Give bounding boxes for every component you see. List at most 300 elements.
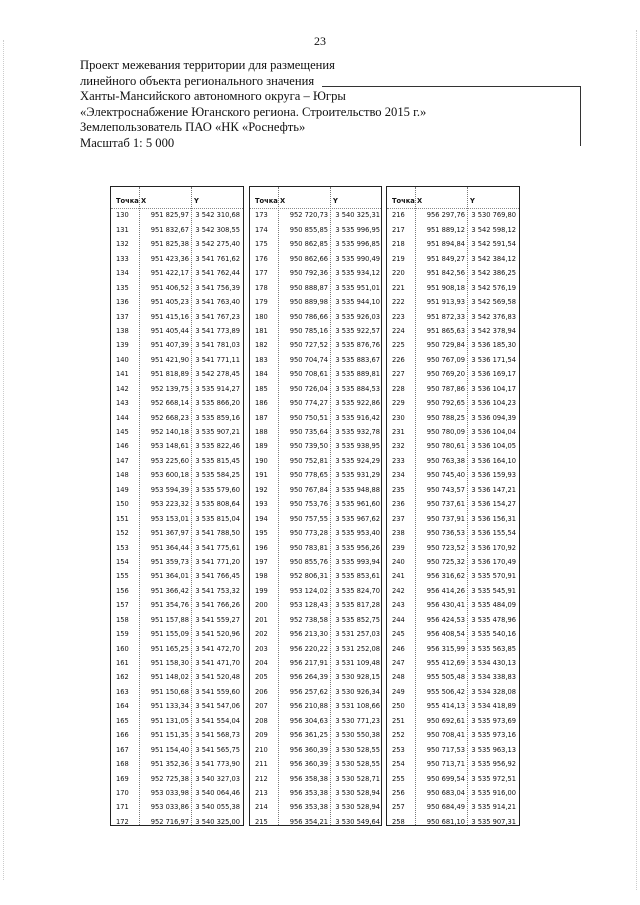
point-cell: 152 xyxy=(116,529,129,538)
y-cell: 3 535 953,40 xyxy=(335,529,380,538)
table-row xyxy=(387,266,519,280)
table-row xyxy=(111,295,243,309)
header-frame-top xyxy=(322,86,581,87)
x-cell: 950 888,87 xyxy=(289,283,328,292)
x-cell: 951 157,88 xyxy=(150,615,189,624)
y-cell: 3 542 598,12 xyxy=(471,225,516,234)
point-cell: 218 xyxy=(392,240,405,249)
point-cell: 202 xyxy=(255,630,268,639)
y-cell: 3 541 568,73 xyxy=(195,731,240,740)
point-cell: 178 xyxy=(255,283,268,292)
table-row xyxy=(111,338,243,352)
point-cell: 183 xyxy=(255,355,268,364)
point-cell: 237 xyxy=(392,514,405,523)
x-cell: 951 158,30 xyxy=(150,659,189,667)
table-row xyxy=(387,699,519,713)
x-cell: 956 408,54 xyxy=(426,630,465,639)
y-cell: 3 535 931,29 xyxy=(335,471,380,480)
x-cell: 956 210,88 xyxy=(289,702,328,711)
x-cell: 951 354,76 xyxy=(150,601,189,610)
y-cell: 3 541 766,26 xyxy=(195,601,240,610)
x-cell: 950 735,64 xyxy=(289,428,328,436)
x-cell: 950 729,84 xyxy=(426,341,465,350)
x-cell: 956 316,62 xyxy=(426,572,465,581)
x-cell: 950 763,38 xyxy=(426,456,465,465)
point-cell: 154 xyxy=(116,557,129,566)
header-divider xyxy=(111,208,243,209)
table-row xyxy=(387,642,519,656)
table-row xyxy=(387,627,519,641)
point-cell: 203 xyxy=(255,644,268,653)
point-cell: 151 xyxy=(116,514,129,523)
point-cell: 226 xyxy=(392,355,405,364)
table-row xyxy=(387,252,519,266)
table-row xyxy=(387,295,519,309)
point-cell: 232 xyxy=(392,442,405,451)
x-cell: 951 405,23 xyxy=(150,298,189,307)
table-row xyxy=(111,237,243,251)
x-cell: 953 223,32 xyxy=(150,500,189,509)
table-row xyxy=(387,367,519,381)
table-row xyxy=(387,743,519,757)
table-row xyxy=(387,338,519,352)
point-cell: 242 xyxy=(392,586,405,595)
y-cell: 3 542 376,83 xyxy=(471,312,516,321)
table-row xyxy=(250,396,381,410)
y-cell: 3 536 104,05 xyxy=(471,442,516,451)
y-cell: 3 541 559,27 xyxy=(195,615,240,624)
x-cell: 953 124,02 xyxy=(289,586,328,595)
table-row xyxy=(111,613,243,627)
x-cell: 950 683,04 xyxy=(426,788,465,797)
table-row xyxy=(387,396,519,410)
y-cell: 3 535 924,29 xyxy=(335,456,380,465)
table-row xyxy=(250,266,381,280)
table-row xyxy=(250,483,381,497)
y-cell: 3 542 386,25 xyxy=(471,269,516,278)
point-cell: 257 xyxy=(392,803,405,812)
point-cell: 244 xyxy=(392,615,405,624)
point-cell: 146 xyxy=(116,442,129,451)
point-cell: 210 xyxy=(255,745,268,754)
table-row xyxy=(250,223,381,237)
point-cell: 149 xyxy=(116,485,129,494)
table-row xyxy=(250,468,381,482)
x-cell: 950 774,27 xyxy=(289,399,328,408)
point-cell: 229 xyxy=(392,399,405,408)
y-cell: 3 541 766,45 xyxy=(195,572,240,581)
y-cell: 3 534 328,08 xyxy=(471,687,516,696)
header-line: линейного объекта регионального значения xyxy=(80,73,315,88)
y-cell: 3 535 993,94 xyxy=(335,557,380,566)
table-row xyxy=(250,512,381,526)
table-row xyxy=(111,772,243,786)
point-cell: 180 xyxy=(255,312,268,321)
point-cell: 187 xyxy=(255,413,268,422)
point-cell: 213 xyxy=(255,788,268,797)
y-cell: 3 536 154,27 xyxy=(471,500,516,509)
point-cell: 204 xyxy=(255,659,268,667)
table-row xyxy=(387,353,519,367)
point-cell: 160 xyxy=(116,644,129,653)
table-row xyxy=(250,627,381,641)
y-cell: 3 535 961,60 xyxy=(335,500,380,509)
point-cell: 233 xyxy=(392,456,405,465)
point-cell: 161 xyxy=(116,659,129,667)
x-cell: 951 872,33 xyxy=(426,312,465,321)
y-cell: 3 535 859,16 xyxy=(195,413,240,422)
x-cell: 956 257,62 xyxy=(289,687,328,696)
point-cell: 136 xyxy=(116,298,129,307)
x-cell: 950 778,65 xyxy=(289,471,328,480)
x-cell: 956 360,39 xyxy=(289,760,328,769)
x-cell: 950 708,61 xyxy=(289,370,328,379)
y-cell: 3 541 788,50 xyxy=(195,529,240,538)
table-row xyxy=(250,800,381,814)
point-cell: 201 xyxy=(255,615,268,624)
column-divider xyxy=(278,187,279,825)
point-cell: 158 xyxy=(116,615,129,624)
y-cell: 3 541 471,70 xyxy=(195,659,240,667)
table-row xyxy=(250,699,381,713)
point-cell: 188 xyxy=(255,428,268,436)
table-row xyxy=(111,411,243,425)
y-cell: 3 535 545,91 xyxy=(471,586,516,595)
point-cell: 195 xyxy=(255,529,268,538)
table-row xyxy=(250,685,381,699)
x-cell: 955 414,13 xyxy=(426,702,465,711)
y-cell: 3 535 876,76 xyxy=(335,341,380,350)
y-cell: 3 535 956,26 xyxy=(335,543,380,552)
y-cell: 3 542 278,45 xyxy=(195,370,240,379)
y-cell: 3 541 520,48 xyxy=(195,673,240,682)
table-row xyxy=(111,310,243,324)
y-cell: 3 535 973,16 xyxy=(471,731,516,740)
y-cell: 3 535 824,70 xyxy=(335,586,380,595)
point-cell: 189 xyxy=(255,442,268,451)
y-cell: 3 535 996,95 xyxy=(335,225,380,234)
table-row xyxy=(250,569,381,583)
x-cell: 953 033,98 xyxy=(150,788,189,797)
x-cell: 951 154,40 xyxy=(150,745,189,754)
y-cell: 3 535 866,20 xyxy=(195,399,240,408)
table-row xyxy=(111,800,243,814)
table-row xyxy=(387,613,519,627)
table-row xyxy=(111,439,243,453)
table-row xyxy=(387,483,519,497)
x-cell: 951 818,89 xyxy=(150,370,189,379)
x-cell: 951 849,27 xyxy=(426,254,465,263)
x-cell: 955 505,48 xyxy=(426,673,465,682)
x-cell: 950 753,76 xyxy=(289,500,328,509)
y-cell: 3 542 569,58 xyxy=(471,298,516,307)
x-cell: 950 752,81 xyxy=(289,456,328,465)
y-cell: 3 531 109,48 xyxy=(335,659,380,667)
table-row xyxy=(387,324,519,338)
point-cell: 254 xyxy=(392,760,405,769)
y-cell: 3 535 907,21 xyxy=(195,428,240,436)
column-divider xyxy=(415,187,416,825)
point-cell: 222 xyxy=(392,298,405,307)
point-cell: 164 xyxy=(116,702,129,711)
table-row xyxy=(250,237,381,251)
x-cell: 951 359,73 xyxy=(150,557,189,566)
column-divider xyxy=(467,187,468,825)
point-cell: 137 xyxy=(116,312,129,321)
y-cell: 3 536 164,10 xyxy=(471,456,516,465)
table-row xyxy=(387,728,519,742)
x-cell: 950 739,50 xyxy=(289,442,328,451)
y-cell: 3 541 547,06 xyxy=(195,702,240,711)
y-cell: 3 541 771,11 xyxy=(195,355,240,364)
y-cell: 3 541 559,60 xyxy=(195,687,240,696)
table-row xyxy=(111,497,243,511)
point-cell: 168 xyxy=(116,760,129,769)
point-cell: 191 xyxy=(255,471,268,480)
x-cell: 956 361,25 xyxy=(289,731,328,740)
x-cell: 951 364,44 xyxy=(150,543,189,552)
point-cell: 148 xyxy=(116,471,129,480)
x-cell: 951 825,97 xyxy=(150,211,189,220)
point-cell: 205 xyxy=(255,673,268,682)
y-cell: 3 535 822,46 xyxy=(195,442,240,451)
x-cell: 950 889,98 xyxy=(289,298,328,307)
y-cell: 3 536 155,54 xyxy=(471,529,516,538)
table-row xyxy=(111,584,243,598)
x-cell: 956 358,38 xyxy=(289,774,328,783)
x-cell: 951 422,17 xyxy=(150,269,189,278)
point-cell: 251 xyxy=(392,716,405,725)
x-cell: 950 750,51 xyxy=(289,413,328,422)
point-cell: 217 xyxy=(392,225,405,234)
x-cell: 956 353,38 xyxy=(289,788,328,797)
y-cell: 3 541 761,62 xyxy=(195,254,240,263)
table-row xyxy=(111,382,243,396)
y-cell: 3 542 384,12 xyxy=(471,254,516,263)
table-row xyxy=(250,252,381,266)
x-cell: 952 140,18 xyxy=(150,428,189,436)
x-cell: 956 220,22 xyxy=(289,644,328,653)
x-cell: 952 139,75 xyxy=(150,384,189,393)
header-divider xyxy=(250,208,381,209)
table-header-row xyxy=(250,194,381,208)
table-row xyxy=(111,223,243,237)
x-cell: 956 213,30 xyxy=(289,630,328,639)
table-row xyxy=(387,425,519,439)
point-cell: 140 xyxy=(116,355,129,364)
y-cell: 3 535 922,86 xyxy=(335,399,380,408)
x-cell: 951 842,56 xyxy=(426,269,465,278)
table-row xyxy=(111,743,243,757)
x-cell: 952 806,31 xyxy=(289,572,328,581)
point-cell: 150 xyxy=(116,500,129,509)
y-cell: 3 535 914,27 xyxy=(195,384,240,393)
table-row xyxy=(250,425,381,439)
table-row xyxy=(111,541,243,555)
y-cell: 3 542 275,40 xyxy=(195,240,240,249)
table-row xyxy=(387,815,519,829)
x-cell: 951 415,16 xyxy=(150,312,189,321)
table-row xyxy=(387,598,519,612)
x-cell: 950 704,74 xyxy=(289,355,328,364)
point-cell: 142 xyxy=(116,384,129,393)
y-cell: 3 531 252,08 xyxy=(335,644,380,653)
table-row xyxy=(111,266,243,280)
point-cell: 177 xyxy=(255,269,268,278)
x-cell: 950 786,66 xyxy=(289,312,328,321)
table-row xyxy=(387,512,519,526)
table-row xyxy=(111,598,243,612)
y-cell: 3 542 576,19 xyxy=(471,283,516,292)
table-row xyxy=(250,439,381,453)
x-cell: 951 423,36 xyxy=(150,254,189,263)
y-cell: 3 540 327,03 xyxy=(195,774,240,783)
column-divider xyxy=(139,187,140,825)
point-cell: 235 xyxy=(392,485,405,494)
table-row xyxy=(250,555,381,569)
x-cell: 956 315,99 xyxy=(426,644,465,653)
x-cell: 950 737,91 xyxy=(426,514,465,523)
point-cell: 184 xyxy=(255,370,268,379)
table-row xyxy=(111,642,243,656)
y-cell: 3 534 418,89 xyxy=(471,702,516,711)
y-cell: 3 530 528,71 xyxy=(335,774,380,783)
point-cell: 252 xyxy=(392,731,405,740)
point-cell: 174 xyxy=(255,225,268,234)
point-cell: 240 xyxy=(392,557,405,566)
y-cell: 3 535 967,62 xyxy=(335,514,380,523)
y-cell: 3 535 938,95 xyxy=(335,442,380,451)
table-row xyxy=(250,656,381,670)
x-cell: 955 412,69 xyxy=(426,659,465,667)
y-cell: 3 535 963,13 xyxy=(471,745,516,754)
y-cell: 3 535 996,85 xyxy=(335,240,380,249)
y-cell: 3 541 773,90 xyxy=(195,760,240,769)
x-cell: 950 788,25 xyxy=(426,413,465,422)
point-cell: 172 xyxy=(116,817,129,826)
y-cell: 3 535 815,45 xyxy=(195,456,240,465)
x-cell: 950 692,61 xyxy=(426,716,465,725)
column-header-point: Точка xyxy=(255,197,278,205)
point-cell: 197 xyxy=(255,557,268,566)
y-cell: 3 530 926,34 xyxy=(335,687,380,696)
table-row xyxy=(387,555,519,569)
x-cell: 951 908,18 xyxy=(426,283,465,292)
y-cell: 3 536 104,23 xyxy=(471,399,516,408)
table-row xyxy=(387,714,519,728)
table-row xyxy=(250,208,381,222)
y-cell: 3 535 916,00 xyxy=(471,788,516,797)
x-cell: 956 304,63 xyxy=(289,716,328,725)
point-cell: 182 xyxy=(255,341,268,350)
table-row xyxy=(250,526,381,540)
point-cell: 179 xyxy=(255,298,268,307)
y-cell: 3 530 528,55 xyxy=(335,745,380,754)
point-cell: 156 xyxy=(116,586,129,595)
table-row xyxy=(250,541,381,555)
point-cell: 192 xyxy=(255,485,268,494)
y-cell: 3 535 907,31 xyxy=(471,817,516,826)
y-cell: 3 535 884,53 xyxy=(335,384,380,393)
table-row xyxy=(387,439,519,453)
table-row xyxy=(111,685,243,699)
y-cell: 3 542 378,94 xyxy=(471,326,516,335)
y-cell: 3 536 185,30 xyxy=(471,341,516,350)
table-row xyxy=(111,815,243,829)
table-row xyxy=(111,483,243,497)
point-cell: 258 xyxy=(392,817,405,826)
x-cell: 951 165,25 xyxy=(150,644,189,653)
point-cell: 246 xyxy=(392,644,405,653)
x-cell: 951 825,38 xyxy=(150,240,189,249)
point-cell: 166 xyxy=(116,731,129,740)
point-cell: 221 xyxy=(392,283,405,292)
point-cell: 135 xyxy=(116,283,129,292)
point-cell: 209 xyxy=(255,731,268,740)
table-row xyxy=(111,396,243,410)
y-cell: 3 535 972,51 xyxy=(471,774,516,783)
table-row xyxy=(250,613,381,627)
x-cell: 951 407,39 xyxy=(150,341,189,350)
table-header-row xyxy=(387,194,519,208)
x-cell: 951 406,52 xyxy=(150,283,189,292)
table-row xyxy=(250,295,381,309)
point-cell: 234 xyxy=(392,471,405,480)
x-cell: 952 725,38 xyxy=(150,774,189,783)
x-cell: 956 264,39 xyxy=(289,673,328,682)
table-row xyxy=(111,670,243,684)
point-cell: 200 xyxy=(255,601,268,610)
table-row xyxy=(111,786,243,800)
y-cell: 3 535 563,85 xyxy=(471,644,516,653)
y-cell: 3 541 773,89 xyxy=(195,326,240,335)
table-row xyxy=(387,526,519,540)
table-row xyxy=(111,252,243,266)
point-cell: 144 xyxy=(116,413,129,422)
table-row xyxy=(387,310,519,324)
point-cell: 176 xyxy=(255,254,268,263)
point-cell: 163 xyxy=(116,687,129,696)
x-cell: 950 737,61 xyxy=(426,500,465,509)
column-header-x: X xyxy=(141,197,147,205)
header-line: Проект межевания территории для размещения xyxy=(80,58,335,72)
scan-edge-left xyxy=(3,40,4,880)
x-cell: 950 699,54 xyxy=(426,774,465,783)
x-cell: 950 708,41 xyxy=(426,731,465,740)
point-cell: 219 xyxy=(392,254,405,263)
table-row xyxy=(387,541,519,555)
table-row xyxy=(387,468,519,482)
y-cell: 3 536 147,21 xyxy=(471,485,516,494)
point-cell: 227 xyxy=(392,370,405,379)
y-cell: 3 535 916,42 xyxy=(335,413,380,422)
x-cell: 951 352,36 xyxy=(150,760,189,769)
point-cell: 138 xyxy=(116,326,129,335)
table-row xyxy=(387,656,519,670)
point-cell: 212 xyxy=(255,774,268,783)
x-cell: 950 780,61 xyxy=(426,442,465,451)
point-cell: 223 xyxy=(392,312,405,321)
x-cell: 953 594,39 xyxy=(150,485,189,494)
y-cell: 3 535 990,49 xyxy=(335,254,380,263)
table-row xyxy=(111,454,243,468)
x-cell: 950 723,52 xyxy=(426,543,465,552)
x-cell: 950 681,10 xyxy=(426,817,465,826)
scan-edge-right xyxy=(636,30,637,890)
y-cell: 3 535 926,03 xyxy=(335,312,380,321)
point-cell: 157 xyxy=(116,601,129,610)
x-cell: 951 367,97 xyxy=(150,529,189,538)
